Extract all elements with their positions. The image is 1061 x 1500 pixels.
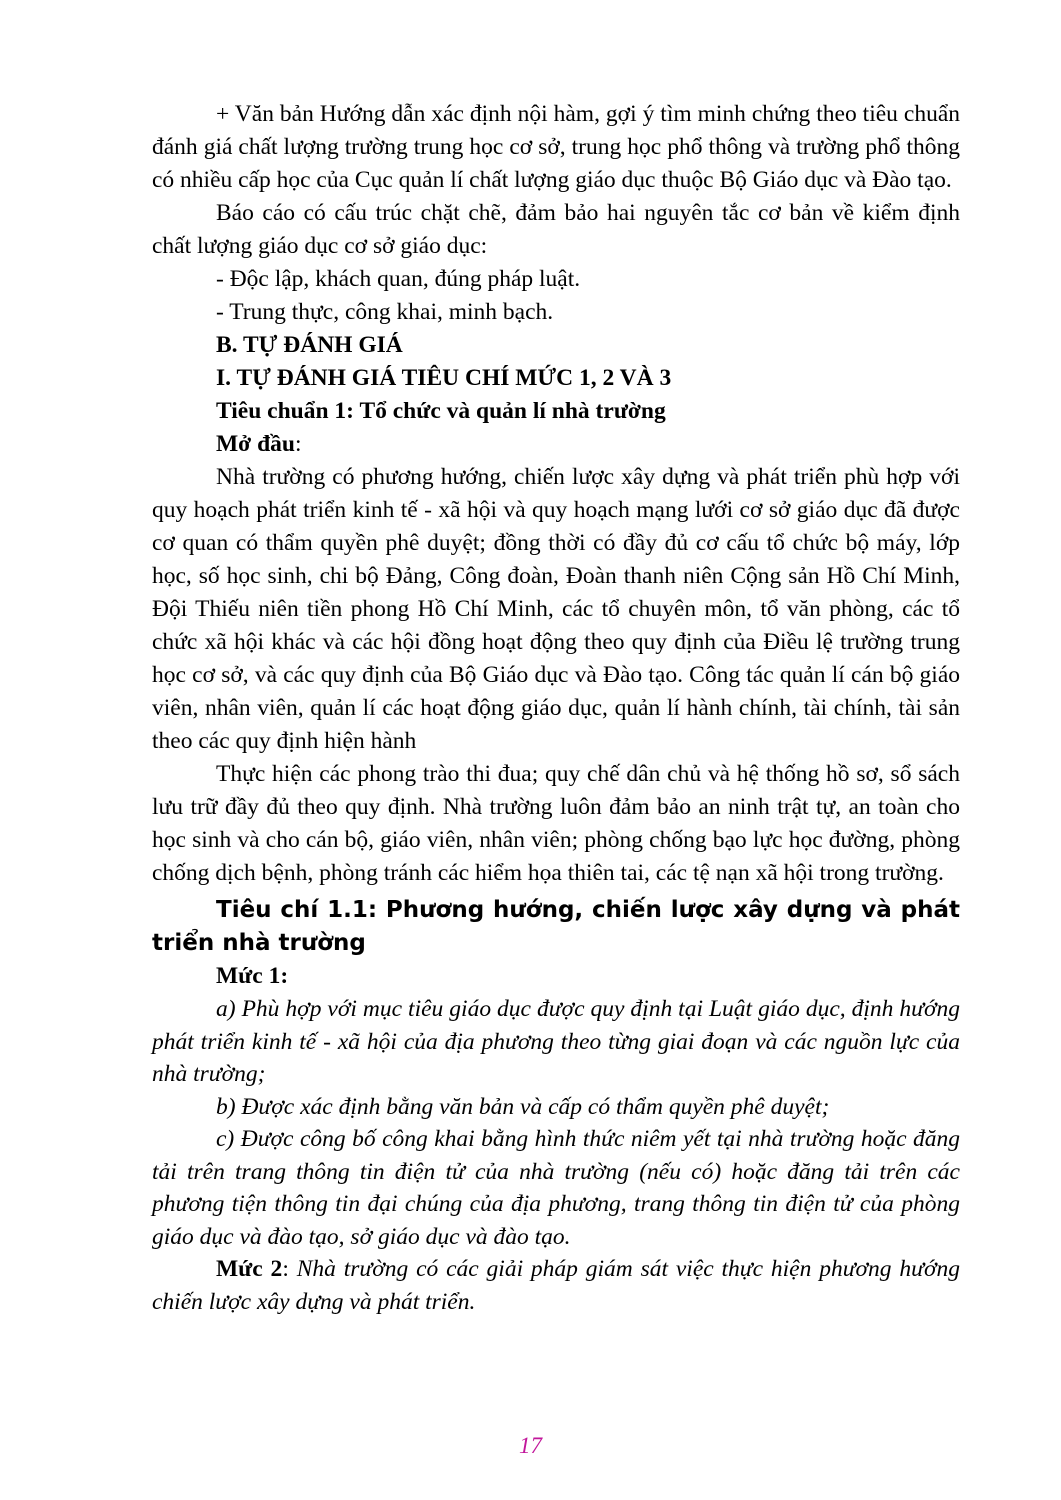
heading-criterion-1-1: Tiêu chí 1.1: Phương hướng, chiến lược xây dựng và phát triển nhà trường	[152, 897, 960, 956]
paragraph-principle-2: - Trung thực, công khai, minh bạch.	[216, 299, 554, 325]
level-2-paragraph	[152, 1253, 960, 1318]
heading-self-assessment: B. TỰ ĐÁNH GIÁ	[216, 332, 403, 358]
level-1-item-a: a) Phù hợp với mục tiêu giáo dục được quy định tại Luật giáo dục, định hướng phát triển kinh tế - xã hội của địa phương theo từng giai đoạn và các nguồn lực của nhà trường;	[152, 996, 960, 1087]
level-2-text: Nhà trường có các giải pháp giám sát việc thực hiện phương hướng chiến lược xây dựng và phát triển.	[152, 1256, 961, 1315]
intro-colon: :	[294, 431, 302, 457]
paragraph-intro-2: Thực hiện các phong trào thi đua; quy chế dân chủ và hệ thống hồ sơ, sổ sách lưu trữ đầy đủ theo quy định. Nhà trường luôn đảm bảo an ninh trật tự, an toàn cho học sinh và cho cán bộ, giáo viên, nhân viên; phòng chống bạo lực học đường, phòng chống dịch bệnh, phòng tránh các hiểm họa thiên tai, các tệ nạn xã hội trong trường.	[152, 761, 960, 886]
paragraph-report-structure: Báo cáo có cấu trúc chặt chẽ, đảm bảo hai nguyên tắc cơ bản về kiểm định chất lượng giáo dục cơ sở giáo dục:	[152, 200, 960, 259]
paragraph-reference-doc: + Văn bản Hướng dẫn xác định nội hàm, gợi ý tìm minh chứng theo tiêu chuẩn đánh giá chất lượng trường trung học cơ sở, trung học phổ thông và trường phổ thông có nhiều cấp học của Cục quản lí chất lượng giáo dục thuộc Bộ Giáo dục và Đào tạo.	[152, 101, 960, 193]
page-body	[152, 98, 960, 1318]
heading-standard-1: Tiêu chuẩn 1: Tổ chức và quản lí nhà trường	[216, 398, 666, 424]
level-2-colon: :	[282, 1256, 297, 1282]
heading-criteria-levels: I. TỰ ĐÁNH GIÁ TIÊU CHÍ MỨC 1, 2 VÀ 3	[216, 365, 672, 391]
paragraph-intro-1: Nhà trường có phương hướng, chiến lược xây dựng và phát triển phù hợp với quy hoạch phát triển kinh tế - xã hội và quy hoạch mạng lưới cơ sở giáo dục đã được cơ quan có thẩm quyền phê duyệt; đồng thời có đầy đủ cơ cấu tổ chức bộ máy, lớp học, số học sinh, chi bộ Đảng, Công đoàn, Đoàn thanh niên Cộng sản Hồ Chí Minh, Đội Thiếu niên tiền phong Hồ Chí Minh, các tổ chuyên môn, tổ văn phòng, các tổ chức xã hội khác và các hội đồng hoạt động theo quy định của Điều lệ trường trung học cơ sở, và các quy định của Bộ Giáo dục và Đào tạo. Công tác quản lí cán bộ giáo viên, nhân viên, quản lí các hoạt động giáo dục, quản lí hành chính, tài chính, tài sản theo các quy định hiện hành	[152, 464, 960, 754]
level-1-item-c: c) Được công bố công khai bằng hình thức niêm yết tại nhà trường hoặc đăng tải trên trang thông tin điện tử của nhà trường (nếu có) hoặc đăng tải trên các phương tiện thông tin đại chúng của địa phương, trang thông tin điện tử của phòng giáo dục và đào tạo, sở giáo dục và đào tạo.	[152, 1126, 960, 1250]
level-1-item-b: b) Được xác định bằng văn bản và cấp có thẩm quyền phê duyệt;	[216, 1093, 830, 1120]
intro-label: Mở đầu	[216, 431, 295, 457]
level-1-label: Mức 1:	[216, 963, 289, 989]
level-2-label: Mức 2	[216, 1256, 283, 1282]
page-number: 17	[519, 1433, 542, 1458]
paragraph-principle-1: - Độc lập, khách quan, đúng pháp luật.	[216, 266, 581, 292]
intro-heading	[152, 428, 960, 461]
